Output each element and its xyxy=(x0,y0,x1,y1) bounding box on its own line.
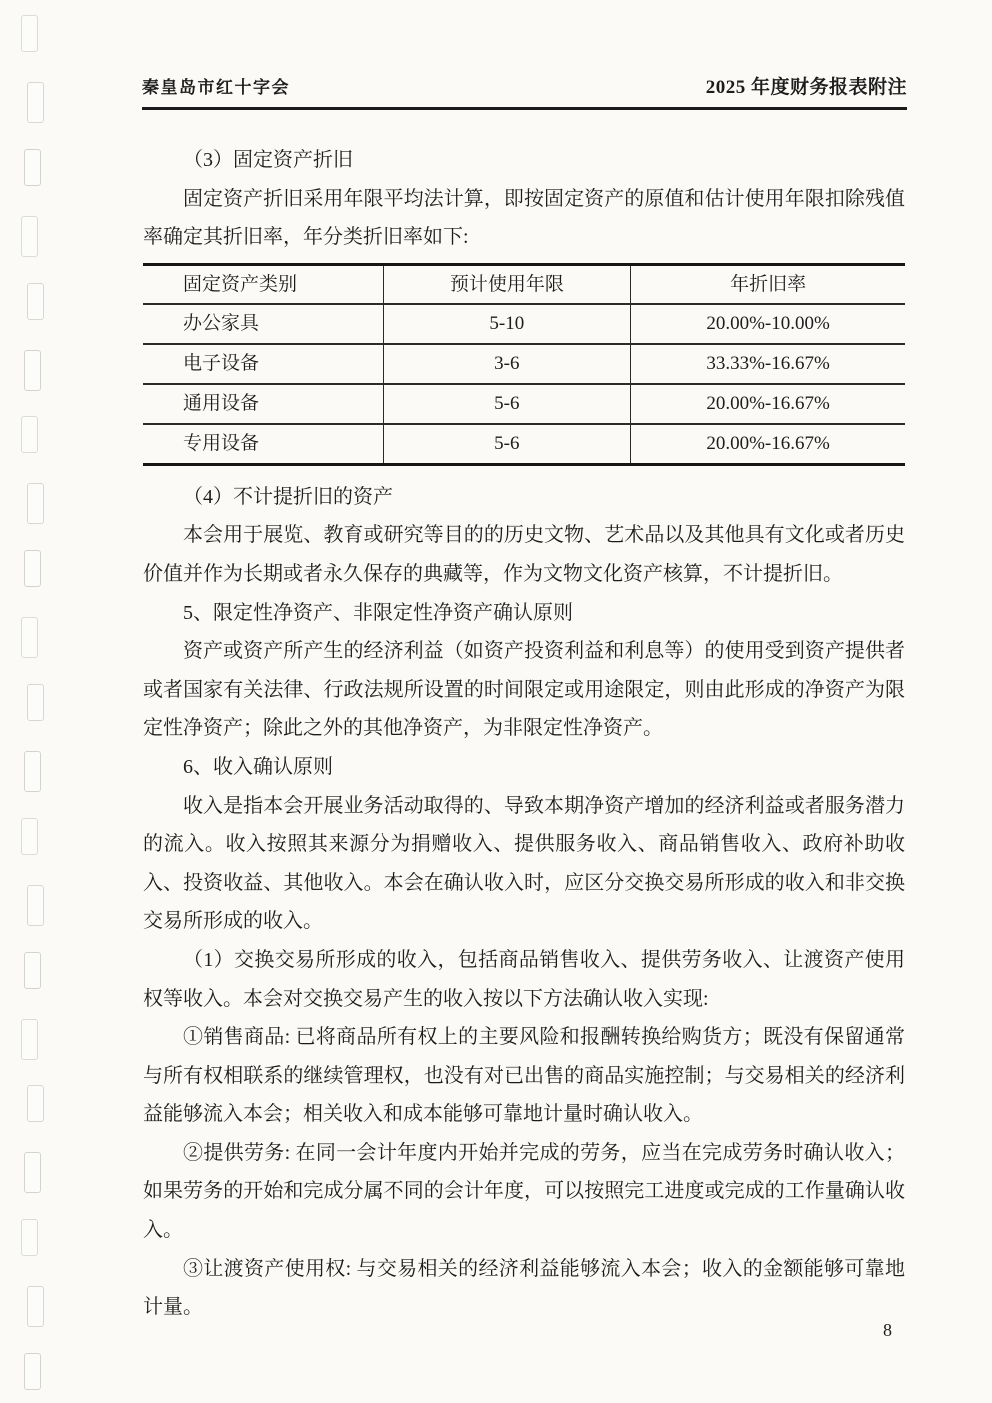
para-exchange-transactions: （1）交换交易所形成的收入，包括商品销售收入、提供劳务收入、让渡资产使用权等收入。本会对交换交易产生的收入按以下方法确认收入实现: xyxy=(143,948,905,1010)
table-cell-category: 办公家具 xyxy=(183,313,260,335)
heading-non-depreciated-assets: （4）不计提折旧的资产 xyxy=(183,485,393,508)
table-row xyxy=(143,384,905,424)
table-row xyxy=(143,424,905,465)
binding-hole xyxy=(24,149,41,186)
binding-hole xyxy=(21,1219,38,1256)
table-cell-life: 5-6 xyxy=(383,424,631,465)
table-cell-life: 3-6 xyxy=(383,344,631,384)
heading-revenue-recognition: 6、收入确认原则 xyxy=(183,755,333,778)
table-cell-category: 通用设备 xyxy=(183,393,260,415)
header-doc-title: 2025 年度财务报表附注 xyxy=(705,77,907,98)
binding-hole xyxy=(27,283,44,320)
binding-hole xyxy=(24,952,41,989)
document-body xyxy=(143,141,905,1327)
para-services-provided: ②提供劳务: 在同一会计年度内开始并完成的劳务，应当在完成劳务时确认收入；如果劳务的开始和完成分属不同的会计年度，可以按照完工进度或完成的工作量确认收入。 xyxy=(143,1141,905,1242)
table-header-useful-life: 预计使用年限 xyxy=(383,264,631,304)
binding-hole xyxy=(21,1019,38,1060)
binding-hole xyxy=(27,1286,44,1327)
para-goods-sales: ①销售商品: 已将商品所有权上的主要风险和报酬转换给购货方；既没有保留通常与所有权相联系的继续管理权，也没有对已出售的商品实施控制；与交易相关的经济利益能够流入本会；相关收入和成本能够可靠地计量时确认收入。 xyxy=(143,1026,905,1126)
binding-hole xyxy=(24,350,41,391)
binding-hole xyxy=(24,1152,41,1193)
table-header-row xyxy=(143,264,905,304)
page-number: 8 xyxy=(883,1320,892,1340)
table-cell-category: 专用设备 xyxy=(183,433,260,455)
binding-hole xyxy=(24,550,41,587)
binding-hole xyxy=(21,617,38,658)
para-depreciation-method: 固定资产折旧采用年限平均法计算，即按固定资产的原值和估计使用年限扣除残值率确定其折旧率，年分类折旧率如下: xyxy=(143,187,905,249)
para-non-depreciated-assets: 本会用于展览、教育或研究等目的的历史文物、艺术品以及其他具有文化或者历史价值并作为长期或者永久保存的典藏等，作为文物文化资产核算，不计提折旧。 xyxy=(143,524,905,585)
table-cell-rate: 20.00%-16.67% xyxy=(706,433,830,455)
table-row xyxy=(143,304,905,344)
header-org-name: 秦皇岛市红十字会 xyxy=(142,78,290,97)
heading-fixed-asset-depreciation: （3）固定资产折旧 xyxy=(183,149,353,171)
binding-hole xyxy=(27,885,44,926)
table-cell-life: 5-6 xyxy=(383,384,631,424)
para-revenue-definition: 收入是指本会开展业务活动取得的、导致本期净资产增加的经济利益或者服务潜力的流入。收入按照其来源分为捐赠收入、提供服务收入、商品销售收入、政府补助收入、投资收益、其他收入。本会在确认收入时，应区分交换交易所形成的收入和非交换交易所形成的收入。 xyxy=(143,794,905,933)
depreciation-rate-table xyxy=(143,263,905,466)
page-header xyxy=(142,72,907,110)
heading-net-assets-recognition: 5、限定性净资产、非限定性净资产确认原则 xyxy=(183,601,573,624)
binding-hole xyxy=(27,483,44,524)
table-cell-life: 5-10 xyxy=(383,304,631,344)
table-cell-rate: 33.33%-16.67% xyxy=(706,353,830,375)
table-cell-category: 电子设备 xyxy=(183,353,260,375)
table-cell-rate: 20.00%-16.67% xyxy=(706,393,830,415)
table-cell-rate: 20.00%-10.00% xyxy=(706,313,830,335)
binding-hole xyxy=(21,818,38,855)
para-asset-use-rights: ③让渡资产使用权: 与交易相关的经济利益能够流入本会；收入的金额能够可靠地计量。 xyxy=(143,1257,905,1319)
binding-hole xyxy=(27,684,44,721)
table-row xyxy=(143,344,905,384)
binding-hole xyxy=(24,1353,41,1390)
table-header-asset-category: 固定资产类别 xyxy=(183,273,298,295)
binding-hole xyxy=(27,82,44,123)
binding-hole xyxy=(27,1085,44,1122)
table-header-annual-rate: 年折旧率 xyxy=(730,273,807,295)
binding-hole xyxy=(21,216,38,257)
binding-hole xyxy=(24,751,41,792)
binding-hole xyxy=(21,416,38,453)
binding-hole xyxy=(21,15,38,52)
para-net-assets-recognition: 资产或资产所产生的经济利益（如资产投资利益和利息等）的使用受到资产提供者或者国家有关法律、行政法规所设置的时间限定或用途限定，则由此形成的净资产为限定性净资产；除此之外的其他净资产，为非限定性净资产。 xyxy=(143,640,905,740)
